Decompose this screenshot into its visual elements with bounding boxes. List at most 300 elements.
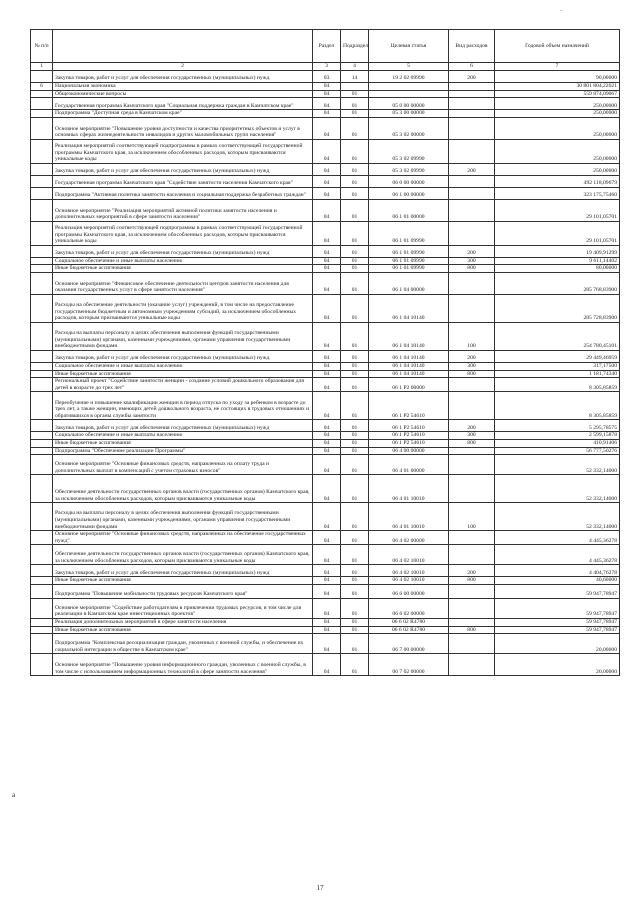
table-row bbox=[31, 71, 620, 83]
margin-mark: a bbox=[12, 791, 16, 799]
row-podrazdel: 01 bbox=[341, 175, 369, 187]
row-expense-type bbox=[449, 175, 495, 187]
table-row bbox=[31, 272, 620, 294]
row-expense-type: 200 bbox=[449, 350, 495, 362]
column-number-row bbox=[31, 63, 620, 71]
row-expense-type: 800 bbox=[449, 577, 495, 585]
table-row bbox=[31, 322, 620, 350]
row-amount: 4 445,36278 bbox=[495, 531, 620, 545]
row-podrazdel: 01 bbox=[341, 139, 369, 163]
row-target-article: 06 1 01 00000 bbox=[369, 199, 449, 221]
row-name: Обеспечение деятельности государственных органов власти (государственных органов) Камчатского края, за исключением обособленных расходов, которым присваиваются уникальные коды bbox=[53, 545, 313, 565]
row-name: Закупка товаров, работ и услуг для обеспечения государственных (муниципальных) нужд bbox=[53, 71, 313, 83]
row-razdel: 04 bbox=[313, 634, 341, 654]
row-amount: 4 445,36278 bbox=[495, 545, 620, 565]
row-expense-type bbox=[449, 294, 495, 322]
row-amount: 80,00000 bbox=[495, 265, 620, 273]
row-razdel: 04 bbox=[313, 545, 341, 565]
row-name: Социальное обеспечение и иные выплаты населению bbox=[53, 432, 313, 440]
row-name: Подпрограмма "Активная политика занятости населения и социальная поддержка безработных граждан" bbox=[53, 187, 313, 199]
row-razdel: 04 bbox=[313, 447, 341, 455]
table-row bbox=[31, 392, 620, 420]
table-row bbox=[31, 90, 620, 98]
header-razdel: Раздел bbox=[313, 30, 341, 63]
row-index bbox=[31, 475, 53, 503]
row-razdel: 04 bbox=[313, 455, 341, 475]
row-expense-type bbox=[449, 378, 495, 392]
header-podrazdel: Подраздел bbox=[341, 30, 369, 63]
row-target-article: 06 4 01 10010 bbox=[369, 503, 449, 531]
row-target-article: 06 1 04 10140 bbox=[369, 350, 449, 362]
row-index bbox=[31, 199, 53, 221]
row-razdel: 04 bbox=[313, 98, 341, 110]
row-razdel: 04 bbox=[313, 432, 341, 440]
row-amount: 52 332,14000 bbox=[495, 475, 620, 503]
row-amount: 29 101,05701 bbox=[495, 199, 620, 221]
row-razdel: 04 bbox=[313, 362, 341, 370]
row-amount: 250,00000 bbox=[495, 163, 620, 175]
row-razdel: 04 bbox=[313, 90, 341, 98]
row-name: Основное мероприятие "Содействие работодателям в привлечении трудовых ресурсов, в том числе для реализации в Камчатском крае инвестиционных проектов" bbox=[53, 598, 313, 618]
row-index bbox=[31, 322, 53, 350]
row-amount: 250,00000 bbox=[495, 110, 620, 118]
row-razdel: 04 bbox=[313, 322, 341, 350]
row-podrazdel: 01 bbox=[341, 626, 369, 634]
row-expense-type bbox=[449, 455, 495, 475]
row-razdel: 04 bbox=[313, 350, 341, 362]
row-index bbox=[31, 272, 53, 294]
table-row bbox=[31, 362, 620, 370]
row-razdel: 04 bbox=[313, 531, 341, 545]
row-target-article: 06 4 02 10010 bbox=[369, 545, 449, 565]
row-razdel: 04 bbox=[313, 294, 341, 322]
row-razdel: 04 bbox=[313, 618, 341, 626]
row-target-article: 06 1 04 10140 bbox=[369, 294, 449, 322]
table-row bbox=[31, 584, 620, 598]
row-target-article: 05 0 00 00000 bbox=[369, 98, 449, 110]
row-index bbox=[31, 245, 53, 257]
table-row bbox=[31, 531, 620, 545]
row-razdel: 04 bbox=[313, 257, 341, 265]
row-amount: 20,00000 bbox=[495, 634, 620, 654]
col-number: 2 bbox=[53, 63, 313, 71]
col-number: 4 bbox=[341, 63, 369, 71]
row-amount: 59 947,78947 bbox=[495, 626, 620, 634]
row-name: Закупка товаров, работ и услуг для обеспечения государственных (муниципальных) нужд bbox=[53, 565, 313, 577]
row-expense-type bbox=[449, 139, 495, 163]
row-name: Иные бюджетные ассигнования bbox=[53, 265, 313, 273]
row-amount: 4 404,76278 bbox=[495, 565, 620, 577]
table-row bbox=[31, 98, 620, 110]
row-amount: 8 305,85859 bbox=[495, 378, 620, 392]
row-name: Расходы на выплаты персоналу в целях обеспечения выполнения функций государственными (муниципальными) органами, казенными учреждениями, органами управления государственными внебюджетными фондами bbox=[53, 322, 313, 350]
row-podrazdel: 01 bbox=[341, 187, 369, 199]
row-podrazdel: 01 bbox=[341, 432, 369, 440]
row-expense-type bbox=[449, 618, 495, 626]
row-podrazdel: 01 bbox=[341, 654, 369, 676]
row-razdel: 04 bbox=[313, 110, 341, 118]
row-expense-type bbox=[449, 110, 495, 118]
row-expense-type bbox=[449, 447, 495, 455]
row-name: Социальное обеспечение и иные выплаты населению bbox=[53, 362, 313, 370]
col-number: 1 bbox=[31, 63, 53, 71]
row-expense-type bbox=[449, 545, 495, 565]
row-razdel: 04 bbox=[313, 475, 341, 503]
row-podrazdel: 01 bbox=[341, 577, 369, 585]
row-name: Социальное обеспечение и иные выплаты населению bbox=[53, 257, 313, 265]
table-row bbox=[31, 175, 620, 187]
table-body bbox=[31, 71, 620, 676]
row-index bbox=[31, 257, 53, 265]
table-row bbox=[31, 163, 620, 175]
row-razdel: 04 bbox=[313, 370, 341, 378]
row-target-article: 06 6 02 R4780 bbox=[369, 618, 449, 626]
row-expense-type bbox=[449, 598, 495, 618]
row-index bbox=[31, 626, 53, 634]
table-row bbox=[31, 265, 620, 273]
row-target-article: 06 1 04 10140 bbox=[369, 362, 449, 370]
row-podrazdel: 01 bbox=[341, 531, 369, 545]
row-amount: 2 599,15878 bbox=[495, 432, 620, 440]
table-row bbox=[31, 475, 620, 503]
row-name: Региональный проект "Содействие занятости женщин - создание условий дошкольного образования для детей в возрасте до трех лет" bbox=[53, 378, 313, 392]
row-index bbox=[31, 117, 53, 139]
row-index bbox=[31, 187, 53, 199]
row-target-article: 06 1 01 09990 bbox=[369, 265, 449, 273]
table-row bbox=[31, 370, 620, 378]
row-razdel: 04 bbox=[313, 272, 341, 294]
row-podrazdel: 14 bbox=[341, 71, 369, 83]
row-razdel: 04 bbox=[313, 163, 341, 175]
row-razdel: 04 bbox=[313, 175, 341, 187]
row-podrazdel: 01 bbox=[341, 503, 369, 531]
row-index: 6 bbox=[31, 83, 53, 91]
row-amount: 492 118,09679 bbox=[495, 175, 620, 187]
row-expense-type: 800 bbox=[449, 626, 495, 634]
row-razdel: 04 bbox=[313, 598, 341, 618]
row-index bbox=[31, 598, 53, 618]
row-podrazdel: 01 bbox=[341, 447, 369, 455]
row-expense-type bbox=[449, 83, 495, 91]
row-razdel: 04 bbox=[313, 565, 341, 577]
row-podrazdel: 01 bbox=[341, 420, 369, 432]
row-expense-type bbox=[449, 272, 495, 294]
row-target-article: 06 1 P2 54610 bbox=[369, 432, 449, 440]
row-index bbox=[31, 265, 53, 273]
table-row bbox=[31, 626, 620, 634]
header-annual-amount: Годовой объем назначений bbox=[495, 30, 620, 63]
table-row bbox=[31, 432, 620, 440]
row-expense-type: 200 bbox=[449, 565, 495, 577]
row-index bbox=[31, 163, 53, 175]
row-amount: 254 780,45101 bbox=[495, 322, 620, 350]
row-razdel: 04 bbox=[313, 626, 341, 634]
row-amount: 56 777,50276 bbox=[495, 447, 620, 455]
row-name: Основное мероприятие "Основные финансовых средств, направленных на оплату труда и дополнительных выплат в компенсаций с учетом страховых взносов" bbox=[53, 455, 313, 475]
row-podrazdel: 01 bbox=[341, 294, 369, 322]
col-number: 5 bbox=[369, 63, 449, 71]
top-mark: - bbox=[560, 6, 563, 14]
row-target-article: 06 1 01 09990 bbox=[369, 221, 449, 245]
row-name: Закупка товаров, работ и услуг для обеспечения государственных (муниципальных) нужд bbox=[53, 350, 313, 362]
row-razdel: 04 bbox=[313, 117, 341, 139]
row-target-article: 06 7 02 00000 bbox=[369, 654, 449, 676]
row-target-article: 06 1 01 09990 bbox=[369, 257, 449, 265]
header-name bbox=[53, 30, 313, 63]
table-row bbox=[31, 654, 620, 676]
row-amount: 29 101,05701 bbox=[495, 221, 620, 245]
row-podrazdel: 01 bbox=[341, 475, 369, 503]
table-row bbox=[31, 577, 620, 585]
table-row bbox=[31, 634, 620, 654]
row-index bbox=[31, 432, 53, 440]
row-razdel: 04 bbox=[313, 199, 341, 221]
row-amount: 9 611,14402 bbox=[495, 257, 620, 265]
row-podrazdel: 01 bbox=[341, 272, 369, 294]
row-name: Расходы на обеспечение деятельности (оказание услуг) учреждений, в том числе на предоставление государственным бюджетным и автономным учреждениям субсидий, за исключением обособленных расходов, которым присваиваются уникальные коды bbox=[53, 294, 313, 322]
row-target-article: 05 3 00 00000 bbox=[369, 110, 449, 118]
row-name: Закупка товаров, работ и услуг для обеспечения государственных (муниципальных) нужд bbox=[53, 420, 313, 432]
table-row bbox=[31, 565, 620, 577]
row-expense-type bbox=[449, 90, 495, 98]
row-target-article: 06 4 02 10010 bbox=[369, 565, 449, 577]
table-row bbox=[31, 503, 620, 531]
row-expense-type: 300 bbox=[449, 432, 495, 440]
row-amount: 285 768,83900 bbox=[495, 272, 620, 294]
row-name: Основное мероприятие "Повышение уровня доступности и качества приоритетных объектов и услуг в основных сферах жизнедеятельности инвалидов и других маломобильных групп населения" bbox=[53, 117, 313, 139]
row-amount: 8 305,85859 bbox=[495, 392, 620, 420]
row-name: Реализация мероприятий соответствующей подпрограммы в рамках соответствующей государственной программы Камчатского края, за исключением обособленных расходов, которым присваиваются уникальные коды bbox=[53, 139, 313, 163]
row-expense-type bbox=[449, 187, 495, 199]
row-expense-type: 100 bbox=[449, 322, 495, 350]
row-podrazdel: 01 bbox=[341, 598, 369, 618]
row-name: Закупка товаров, работ и услуг для обеспечения государственных (муниципальных) нужд bbox=[53, 245, 313, 257]
row-razdel: 04 bbox=[313, 245, 341, 257]
row-razdel: 04 bbox=[313, 392, 341, 420]
row-name: Подпрограмма "Повышение мобильности трудовых ресурсов Камчатского края" bbox=[53, 584, 313, 598]
row-index bbox=[31, 71, 53, 83]
col-number: 6 bbox=[449, 63, 495, 71]
table-row bbox=[31, 257, 620, 265]
row-target-article: 06 1 00 00000 bbox=[369, 187, 449, 199]
row-target-article: 06 4 01 10010 bbox=[369, 475, 449, 503]
row-razdel: 04 bbox=[313, 221, 341, 245]
row-expense-type bbox=[449, 392, 495, 420]
row-index bbox=[31, 362, 53, 370]
page-number: 17 bbox=[316, 884, 324, 892]
row-target-article: 06 1 P2 54610 bbox=[369, 420, 449, 432]
row-index bbox=[31, 439, 53, 447]
row-target-article: 06 4 02 00000 bbox=[369, 531, 449, 545]
table-row bbox=[31, 110, 620, 118]
row-podrazdel bbox=[341, 83, 369, 91]
row-amount: 1 181,74340 bbox=[495, 370, 620, 378]
row-target-article: 06 1 01 09990 bbox=[369, 245, 449, 257]
table-row bbox=[31, 221, 620, 245]
row-podrazdel: 01 bbox=[341, 634, 369, 654]
header-number: № п/п bbox=[31, 30, 53, 63]
row-name: Основное мероприятие "Основные финансовых средств, направленных на обеспечение государственных нужд" bbox=[53, 531, 313, 545]
row-name: Национальная экономика bbox=[53, 83, 313, 91]
row-name: Реализация мероприятий соответствующей подпрограммы в рамках соответствующей государственной программы Камчатского края, за исключением обособленных расходов, которым присваиваются уникальные коды bbox=[53, 221, 313, 245]
table-row bbox=[31, 420, 620, 432]
table-row bbox=[31, 545, 620, 565]
row-index bbox=[31, 175, 53, 187]
row-target-article: 06 6 00 00000 bbox=[369, 584, 449, 598]
row-podrazdel: 01 bbox=[341, 618, 369, 626]
row-target-article bbox=[369, 83, 449, 91]
table-row bbox=[31, 447, 620, 455]
row-podrazdel: 01 bbox=[341, 370, 369, 378]
row-razdel: 04 bbox=[313, 378, 341, 392]
row-expense-type bbox=[449, 117, 495, 139]
row-podrazdel: 01 bbox=[341, 221, 369, 245]
budget-table bbox=[30, 29, 620, 676]
row-name: Подпрограмма "Комплексная ресоциализация граждан, уволенных с военной службы, и обеспечение их социальной интеграции в обществе в Камчатском крае" bbox=[53, 634, 313, 654]
row-podrazdel: 01 bbox=[341, 199, 369, 221]
row-index bbox=[31, 221, 53, 245]
row-name: Иные бюджетные ассигнования bbox=[53, 439, 313, 447]
row-target-article: 06 4 01 00000 bbox=[369, 455, 449, 475]
row-target-article: 06 4 00 00000 bbox=[369, 447, 449, 455]
row-name: Основное мероприятие "Реализация мероприятий активной политики занятости населения и дополнительных мероприятий в сфере занятости населения" bbox=[53, 199, 313, 221]
table-row bbox=[31, 199, 620, 221]
table-row bbox=[31, 439, 620, 447]
row-name: Переобучение и повышение квалификации женщин в период отпуска по уходу за ребенком в возрасте до трех лет, а также женщин, имеющих детей дошкольного возраста, не состоящих в трудовых отношениях и обратившихся в органы службы занятости bbox=[53, 392, 313, 420]
header-expense-type: Вид расходов bbox=[449, 30, 495, 63]
row-razdel: 04 bbox=[313, 584, 341, 598]
row-podrazdel: 01 bbox=[341, 350, 369, 362]
row-name: Расходы на выплаты персоналу в целях обеспечения выполнения функций государственными (муниципальными) органами, казенными учреждениями, органами управления государственными внебюджетными фондами bbox=[53, 503, 313, 531]
row-index bbox=[31, 378, 53, 392]
row-amount: 559 874,09067 bbox=[495, 90, 620, 98]
row-amount: 90,00000 bbox=[495, 71, 620, 83]
row-amount: 410,91406 bbox=[495, 439, 620, 447]
row-name: Иные бюджетные ассигнования bbox=[53, 626, 313, 634]
row-index bbox=[31, 565, 53, 577]
row-expense-type: 800 bbox=[449, 370, 495, 378]
row-name: Обеспечение деятельности государственных органов власти (государственных органов) Камчатского края, за исключением обособленных расходов, которым присваиваются уникальные коды bbox=[53, 475, 313, 503]
row-amount: 59 947,78947 bbox=[495, 598, 620, 618]
row-podrazdel: 01 bbox=[341, 90, 369, 98]
row-index bbox=[31, 98, 53, 110]
row-index bbox=[31, 447, 53, 455]
row-podrazdel: 01 bbox=[341, 322, 369, 350]
row-index bbox=[31, 618, 53, 626]
row-name: Реализация дополнительных мероприятий в сфере занятости населения bbox=[53, 618, 313, 626]
row-name: Иные бюджетные ассигнования bbox=[53, 370, 313, 378]
row-index bbox=[31, 545, 53, 565]
row-target-article: 06 6 02 00000 bbox=[369, 598, 449, 618]
row-target-article: 06 1 P2 54610 bbox=[369, 392, 449, 420]
row-amount: 250,00000 bbox=[495, 139, 620, 163]
row-index bbox=[31, 531, 53, 545]
row-target-article: 06 4 02 10010 bbox=[369, 577, 449, 585]
row-expense-type bbox=[449, 475, 495, 503]
header-target-article: Целевая статья bbox=[369, 30, 449, 63]
row-amount: 5 295,78575 bbox=[495, 420, 620, 432]
row-amount: 30 801 804,22021 bbox=[495, 83, 620, 91]
row-expense-type bbox=[449, 654, 495, 676]
col-number: 3 bbox=[313, 63, 341, 71]
row-podrazdel: 01 bbox=[341, 584, 369, 598]
row-expense-type: 200 bbox=[449, 420, 495, 432]
table-row bbox=[31, 294, 620, 322]
table-row bbox=[31, 350, 620, 362]
row-razdel: 04 bbox=[313, 139, 341, 163]
row-amount: 20,00000 bbox=[495, 654, 620, 676]
table-row bbox=[31, 83, 620, 91]
row-podrazdel: 01 bbox=[341, 392, 369, 420]
row-name: Государственная программа Камчатского края "Социальная поддержка граждан в Камчатском крае" bbox=[53, 98, 313, 110]
row-podrazdel: 01 bbox=[341, 117, 369, 139]
row-amount: 29 449,46959 bbox=[495, 350, 620, 362]
row-amount: 19 409,91299 bbox=[495, 245, 620, 257]
row-expense-type: 800 bbox=[449, 265, 495, 273]
row-expense-type bbox=[449, 221, 495, 245]
row-razdel: 04 bbox=[313, 83, 341, 91]
row-name: Основное мероприятие "Финансовое обеспечение деятельности центров занятости населения для оказания государственных услуг в сфере занятости населения" bbox=[53, 272, 313, 294]
row-index bbox=[31, 634, 53, 654]
row-podrazdel: 01 bbox=[341, 98, 369, 110]
row-target-article: 06 1 P2 00000 bbox=[369, 378, 449, 392]
row-expense-type bbox=[449, 634, 495, 654]
row-amount: 317,17500 bbox=[495, 362, 620, 370]
row-razdel: 04 bbox=[313, 187, 341, 199]
row-podrazdel: 01 bbox=[341, 257, 369, 265]
row-name: Подпрограмма "Обеспечение реализации Программы" bbox=[53, 447, 313, 455]
row-target-article: 06 1 04 10140 bbox=[369, 322, 449, 350]
row-target-article: 06 6 02 R4780 bbox=[369, 626, 449, 634]
row-razdel: 04 bbox=[313, 439, 341, 447]
row-amount: 40,60000 bbox=[495, 577, 620, 585]
row-expense-type: 200 bbox=[449, 71, 495, 83]
row-index bbox=[31, 420, 53, 432]
row-target-article: 06 7 00 00000 bbox=[369, 634, 449, 654]
table-row bbox=[31, 117, 620, 139]
row-index bbox=[31, 455, 53, 475]
row-index bbox=[31, 294, 53, 322]
col-number: 7 bbox=[495, 63, 620, 71]
row-name: Государственная программа Камчатского края "Содействие занятости населения Камчатского края" bbox=[53, 175, 313, 187]
table-row bbox=[31, 618, 620, 626]
table-row bbox=[31, 187, 620, 199]
row-podrazdel: 01 bbox=[341, 545, 369, 565]
row-expense-type bbox=[449, 199, 495, 221]
row-name: Иные бюджетные ассигнования bbox=[53, 577, 313, 585]
row-amount: 59 947,78947 bbox=[495, 584, 620, 598]
row-amount: 52 332,14000 bbox=[495, 455, 620, 475]
row-target-article bbox=[369, 90, 449, 98]
row-amount: 250,00000 bbox=[495, 117, 620, 139]
row-amount: 285 728,83900 bbox=[495, 294, 620, 322]
row-index bbox=[31, 90, 53, 98]
row-amount: 250,00000 bbox=[495, 98, 620, 110]
row-index bbox=[31, 139, 53, 163]
row-podrazdel: 01 bbox=[341, 265, 369, 273]
row-name: Основное мероприятие "Повышение уровня информационного граждан, уволенных с военной службы, в том числе с использованием информационных технологий в сфере занятости населения" bbox=[53, 654, 313, 676]
row-podrazdel: 01 bbox=[341, 163, 369, 175]
row-index bbox=[31, 110, 53, 118]
row-expense-type: 800 bbox=[449, 439, 495, 447]
row-expense-type: 200 bbox=[449, 163, 495, 175]
row-expense-type: 300 bbox=[449, 362, 495, 370]
row-expense-type bbox=[449, 531, 495, 545]
row-target-article: 06 1 04 00000 bbox=[369, 272, 449, 294]
row-razdel: 04 bbox=[313, 420, 341, 432]
row-index bbox=[31, 654, 53, 676]
row-name: Закупка товаров, работ и услуг для обеспечения государственных (муниципальных) нужд bbox=[53, 163, 313, 175]
